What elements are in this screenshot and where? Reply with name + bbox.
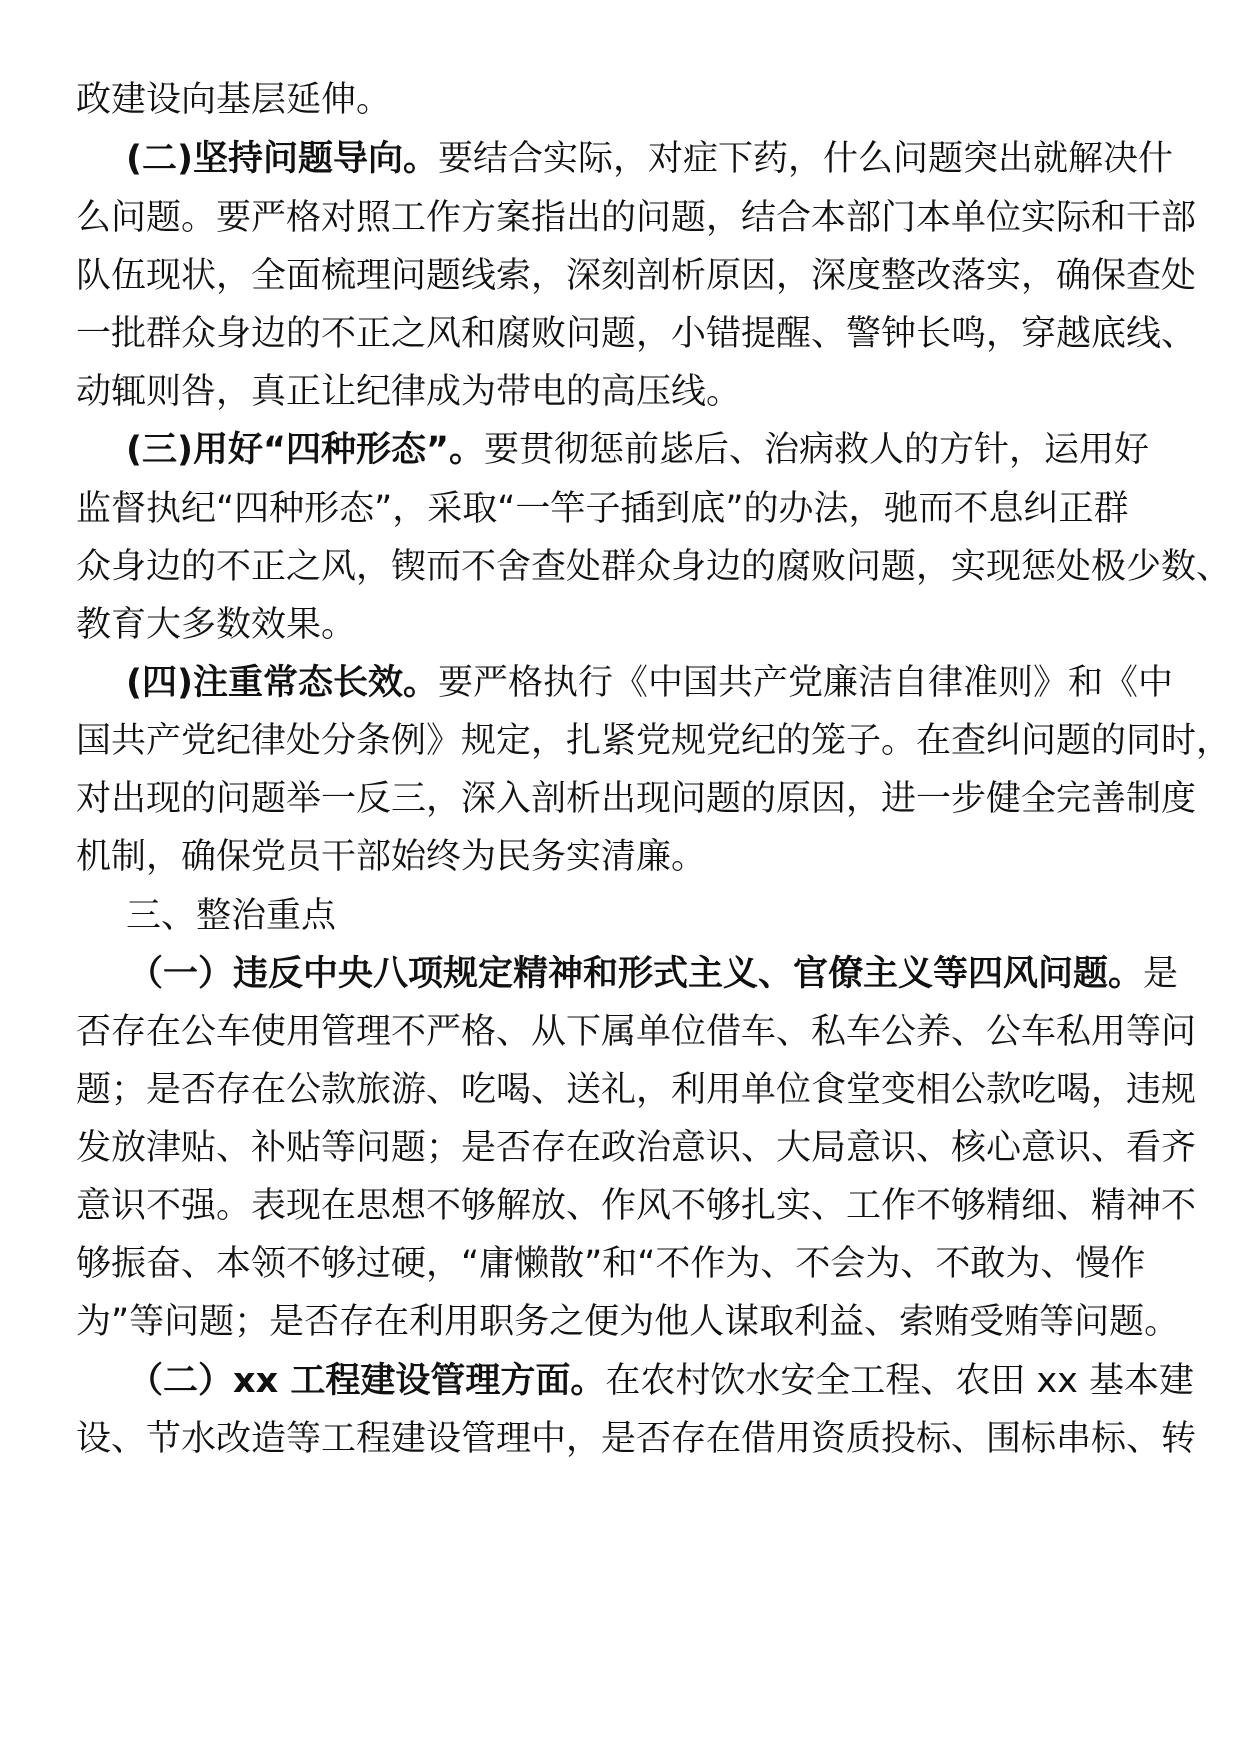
text-line	[76, 484, 1129, 534]
line-text: 为”等问题；是否存在利用职务之便为他人谋取利益、索贿受贿等问题。	[76, 1302, 1180, 1342]
line-text: 么问题。要严格对照工作方案指出的问题，结合本部门本单位实际和干部	[76, 198, 1197, 238]
section-heading-line	[126, 658, 1173, 708]
text-line	[76, 1239, 1145, 1289]
section-heading-line	[126, 134, 1173, 184]
chapter-heading	[126, 891, 336, 941]
line-text: 要贯彻惩前毖后、治病救人的方针，运用好	[484, 430, 1150, 470]
text-line	[76, 309, 1196, 359]
text-line	[76, 774, 1196, 824]
section-heading: （一）违反中央八项规定精神和形式主义、官僚主义等四风问题。	[128, 954, 1144, 994]
line-text: 对出现的问题举一反三，深入剖析出现问题的原因，进一步健全完善制度	[76, 779, 1197, 819]
line-text: 要结合实际，对症下药，什么问题突出就解决什	[438, 139, 1174, 179]
section-heading: (四)注重常态长效。	[126, 663, 438, 703]
line-text: 够振奋、本领不够过硬，“庸懒散”和“不作为、不会为、不敢为、慢作	[76, 1244, 1146, 1284]
text-line	[76, 367, 741, 417]
line-text: 题；是否存在公款旅游、吃喝、送礼，利用单位食堂变相公款吃喝，违规	[76, 1070, 1197, 1110]
text-line	[76, 1065, 1196, 1115]
line-text: 政建设向基层延伸。	[76, 80, 392, 120]
text-line	[76, 193, 1196, 243]
line-text: 一批群众身边的不正之风和腐败问题，小错提醒、警钟长鸣，穿越底线、	[76, 314, 1197, 354]
text-line	[76, 75, 391, 125]
text-line	[76, 1007, 1196, 1057]
line-text: 要严格执行《中国共产党廉洁自律准则》和《中	[438, 663, 1174, 703]
section-heading-line	[128, 1356, 1194, 1406]
line-text: 动辄则咎，真正让纪律成为带电的高压线。	[76, 372, 742, 412]
line-text: 三、整治重点	[126, 896, 337, 936]
section-heading: (二)坚持问题导向。	[126, 139, 438, 179]
section-heading: (三)用好“四种形态”。	[126, 430, 484, 470]
section-heading: （二）xx 工程建设管理方面。	[128, 1361, 606, 1401]
line-text: 意识不强。表现在思想不够解放、作风不够扎实、工作不够精细、精神不	[76, 1186, 1197, 1226]
text-line	[76, 1123, 1196, 1173]
line-text: 教育大多数效果。	[76, 605, 357, 645]
text-line	[76, 1181, 1196, 1231]
section-heading-line	[128, 949, 1178, 999]
text-line	[76, 1414, 1196, 1464]
text-line	[76, 832, 706, 882]
text-line	[76, 542, 1231, 592]
line-text: 队伍现状，全面梳理问题线索，深刻剖析原因，深度整改落实，确保查处	[76, 256, 1197, 296]
line-text: 发放津贴、补贴等问题；是否存在政治意识、大局意识、核心意识、看齐	[76, 1128, 1197, 1168]
text-line	[76, 251, 1196, 301]
section-heading-line	[126, 425, 1149, 475]
line-text: 众身边的不正之风，锲而不舍查处群众身边的腐败问题，实现惩处极少数、	[76, 547, 1232, 587]
text-line	[76, 600, 356, 650]
line-text: 是	[1143, 954, 1179, 994]
line-text: 监督执纪“四种形态”，采取“一竿子插到底”的办法，驰而不息纠正群	[76, 489, 1129, 529]
line-text: 国共产党纪律处分条例》规定，扎紧党规党纪的笼子。在查纠问题的同时，	[76, 721, 1232, 761]
line-text: 机制，确保党员干部始终为民务实清廉。	[76, 837, 707, 877]
text-line	[76, 716, 1231, 766]
line-text: 否存在公车使用管理不严格、从下属单位借车、私车公养、公车私用等问	[76, 1012, 1197, 1052]
text-line	[76, 1297, 1179, 1347]
line-text: 在农村饮水安全工程、农田 xx 基本建	[605, 1361, 1195, 1401]
line-text: 设、节水改造等工程建设管理中，是否存在借用资质投标、围标串标、转	[76, 1419, 1197, 1459]
